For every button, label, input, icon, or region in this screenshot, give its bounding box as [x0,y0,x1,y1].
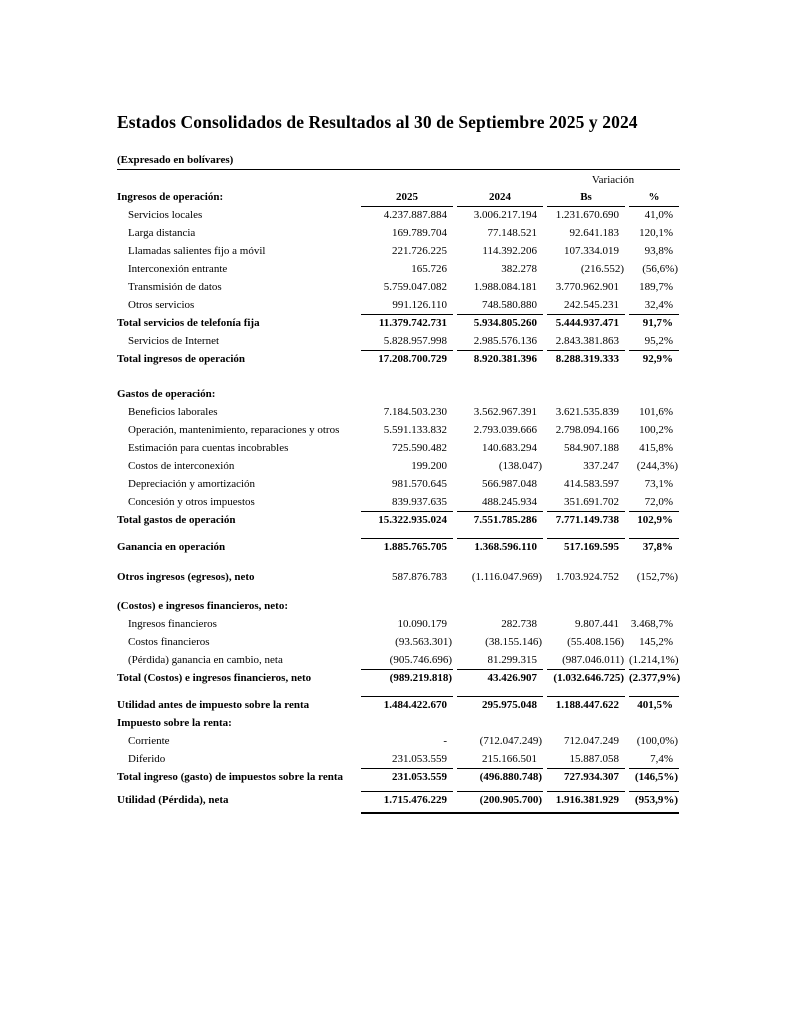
column-header-%: % [629,188,679,207]
cell-2024: (1.116.047.969) [471,571,542,583]
cell-2025: 15.322.935.024 [361,511,453,530]
row-spacer [117,529,680,538]
cell-2024: (138.047) [498,460,542,472]
cell-variation-pct: 91,7% [629,314,679,333]
cell-variation-pct: (146,5%) [629,768,679,787]
row-label: Gastos de operación: [117,388,216,400]
currency-note: (Expresado en bolívares) [117,154,680,170]
cell-variation-bs: 107.334.019 [564,245,619,257]
total-row [117,568,680,586]
row-label: (Costos) e ingresos financieros, neto: [117,600,288,612]
cell-2024: 140.683.294 [482,442,537,454]
cell-2024: 748.580.880 [482,299,537,311]
table-row [117,260,680,278]
cell-variation-bs: 1.916.381.929 [547,791,625,810]
table-row [117,332,680,350]
cell-2024: 3.562.967.391 [473,406,537,418]
cell-2025: 5.759.047.082 [383,281,447,293]
cell-variation-pct: 145,2% [639,636,673,648]
table-row [117,750,680,768]
row-spacer [117,368,680,385]
cell-variation-pct: 415,8% [639,442,673,454]
document-title: Estados Consolidados de Resultados al 30 de Septiembre 2025 y 2024 [117,112,638,132]
total-row [117,511,680,529]
cell-variation-pct: 101,6% [639,406,673,418]
cell-variation-bs: 727.934.307 [547,768,625,787]
cell-variation-pct: (244,3%) [636,460,678,472]
cell-2025: 231.053.559 [392,753,447,765]
cell-2024: 81.299.315 [487,654,537,666]
cell-2025: (989.219.818) [361,669,453,688]
cell-variation-pct: 3.468,7% [630,618,673,630]
cell-variation-pct: (56,6%) [642,263,678,275]
table-row [117,615,680,633]
column-header-2025: 2025 [361,188,453,207]
variation-header: Variación [591,174,635,186]
cell-2025: - [443,735,447,747]
cell-variation-pct: 401,5% [629,696,679,715]
cell-variation-pct: 37,8% [629,538,679,557]
cell-2025: 165.726 [411,263,447,275]
row-label: Beneficios laborales [128,406,218,418]
total-row [117,714,680,732]
total-row [117,768,680,786]
cell-2025: 1.715.476.229 [361,791,453,810]
cell-variation-bs: 1.703.924.752 [555,571,619,583]
cell-variation-bs: 242.545.231 [564,299,619,311]
row-label: Servicios de Internet [128,335,220,347]
variation-header-spacer [117,171,357,189]
cell-2024: 5.934.805.260 [457,314,543,333]
cell-2025: (905.746.696) [389,654,452,666]
cell-2024: 3.006.217.194 [473,209,537,221]
cell-2024: (496.880.748) [457,768,543,787]
cell-2024: 1.988.084.181 [473,281,537,293]
cell-2025: 5.591.133.832 [383,424,447,436]
cell-2024: 2.985.576.136 [473,335,537,347]
row-label: Concesión y otros impuestos [128,496,255,508]
column-header-Bs: Bs [547,188,625,207]
cell-2025: 4.237.887.884 [383,209,447,221]
cell-2025: 5.828.957.998 [383,335,447,347]
row-label: Otros ingresos (egresos), neto [117,571,255,583]
cell-2025: 1.885.765.705 [361,538,453,557]
row-spacer [117,586,680,597]
table-row [117,403,680,421]
cell-2024: 488.245.934 [482,496,537,508]
table-row [117,475,680,493]
row-label: Operación, mantenimiento, reparaciones y otros [128,424,340,436]
row-label: Llamadas salientes fijo a móvil [128,245,266,257]
cell-variation-bs: (1.032.646.725) [547,669,625,688]
cell-2025: 199.200 [411,460,447,472]
cell-variation-bs: 414.583.597 [564,478,619,490]
total-row [117,696,680,714]
cell-variation-bs: (987.046.011) [562,654,624,666]
cell-2024: 566.987.048 [482,478,537,490]
total-row [117,791,680,814]
cell-2025: 11.379.742.731 [361,314,453,333]
cell-2024: 7.551.785.286 [457,511,543,530]
cell-variation-bs: 2.798.094.166 [555,424,619,436]
cell-variation-bs: 15.887.058 [569,753,619,765]
cell-variation-pct: 93,8% [644,245,673,257]
row-label: Total servicios de telefonía fija [117,317,260,329]
cell-2024: 215.166.501 [482,753,537,765]
row-label: Depreciación y amortización [128,478,256,490]
cell-variation-pct: 102,9% [629,511,679,530]
row-label: Estimación para cuentas incobrables [128,442,289,454]
total-row [117,597,680,615]
cell-2025: 725.590.482 [392,442,447,454]
table-row [117,206,680,224]
row-label: Ganancia en operación [117,541,226,553]
cell-variation-pct: (953,9%) [629,791,679,810]
row-label: Utilidad antes de impuesto sobre la renta [117,699,310,711]
cell-2024: 295.975.048 [457,696,543,715]
cell-variation-pct: 32,4% [644,299,673,311]
table-row [117,633,680,651]
cell-2024: 8.920.381.396 [457,350,543,369]
column-header-2024: 2024 [457,188,543,207]
statement-table [117,188,680,814]
row-label: Total gastos de operación [117,514,236,526]
cell-2025: 221.726.225 [392,245,447,257]
cell-variation-bs: (55.408.156) [567,636,624,648]
cell-variation-bs: 1.188.447.622 [547,696,625,715]
row-label: (Pérdida) ganancia en cambio, neta [128,654,283,666]
cell-variation-pct: 92,9% [629,350,679,369]
cell-variation-bs: 3.621.535.839 [555,406,619,418]
row-label: Total (Costos) e ingresos financieros, neto [117,672,312,684]
row-label: Total ingresos de operación [117,353,246,365]
cell-2025: 10.090.179 [397,618,447,630]
row-label: Larga distancia [128,227,196,239]
row-label: Costos de interconexión [128,460,235,472]
cell-variation-bs: 337.247 [583,460,619,472]
cell-variation-pct: 189,7% [639,281,673,293]
row-label: Impuesto sobre la renta: [117,717,232,729]
cell-variation-pct: (1.214,1%) [629,654,679,666]
row-label: Costos financieros [128,636,210,648]
cell-variation-pct: 41,0% [644,209,673,221]
row-label: Utilidad (Pérdida), neta [117,794,229,806]
cell-2024: (200.905.700) [457,791,543,810]
total-row [117,314,680,332]
row-label: Otros servicios [128,299,195,311]
cell-2025: 7.184.503.230 [383,406,447,418]
cell-2024: (38.155.146) [485,636,542,648]
cell-variation-bs: 1.231.670.690 [555,209,619,221]
cell-variation-pct: 100,2% [639,424,673,436]
total-row [117,385,680,403]
cell-variation-pct: (100,0%) [636,735,678,747]
cell-2024: 382.278 [501,263,537,275]
cell-variation-bs: 9.807.441 [575,618,619,630]
row-label: Total ingreso (gasto) de impuestos sobre la renta [117,771,344,783]
cell-2025: 981.570.645 [392,478,447,490]
cell-variation-bs: 3.770.962.901 [555,281,619,293]
row-label: Servicios locales [128,209,203,221]
cell-variation-bs: 92.641.183 [569,227,619,239]
cell-2024: 77.148.521 [487,227,537,239]
cell-2024: 43.426.907 [457,669,543,688]
cell-2025: 169.789.704 [392,227,447,239]
income-statement-page [117,112,680,814]
cell-2025: 991.126.110 [392,299,447,311]
table-row [117,457,680,475]
cell-variation-bs: (216.552) [580,263,624,275]
cell-2024: 282.738 [501,618,537,630]
cell-variation-bs: 5.444.937.471 [547,314,625,333]
cell-2024: 114.392.206 [482,245,537,257]
cell-variation-pct: 95,2% [644,335,673,347]
table-row [117,439,680,457]
table-row [117,296,680,314]
cell-variation-pct: (2.377,9%) [629,669,679,688]
table-row [117,278,680,296]
table-row [117,242,680,260]
cell-2025: (93.563.301) [395,636,452,648]
total-row [117,669,680,687]
table-row [117,421,680,439]
table-row [117,732,680,750]
cell-variation-pct: 72,0% [644,496,673,508]
cell-variation-pct: 120,1% [639,227,673,239]
row-spacer [117,687,680,696]
cell-variation-bs: 351.691.702 [564,496,619,508]
table-row [117,224,680,242]
cell-2025: 17.208.700.729 [361,350,453,369]
cell-variation-bs: 8.288.319.333 [547,350,625,369]
row-spacer [117,556,680,568]
cell-variation-pct: 73,1% [644,478,673,490]
cell-variation-bs: 7.771.149.738 [547,511,625,530]
table-header-row [117,188,680,206]
total-row [117,538,680,556]
cell-variation-bs: 712.047.249 [564,735,619,747]
cell-2024: 2.793.039.666 [473,424,537,436]
cell-variation-pct: (152,7%) [636,571,678,583]
cell-variation-bs: 2.843.381.863 [555,335,619,347]
row-label: Interconexión entrante [128,263,228,275]
cell-2025: 1.484.422.670 [361,696,453,715]
cell-variation-pct: 7,4% [650,753,673,765]
cell-2024: (712.047.249) [479,735,542,747]
table-row [117,493,680,511]
cell-variation-bs: 517.169.595 [547,538,625,557]
cell-2024: 1.368.596.110 [457,538,543,557]
table-row [117,651,680,669]
row-label: Diferido [128,753,166,765]
total-row [117,350,680,368]
cell-variation-bs: 584.907.188 [564,442,619,454]
cell-2025: 839.937.635 [392,496,447,508]
cell-2025: 587.876.783 [392,571,447,583]
row-label: Ingresos financieros [128,618,217,630]
variation-header-row [117,171,680,188]
row-label: Corriente [128,735,170,747]
cell-2025: 231.053.559 [361,768,453,787]
row-label: Ingresos de operación: [117,191,224,203]
row-label: Transmisión de datos [128,281,222,293]
